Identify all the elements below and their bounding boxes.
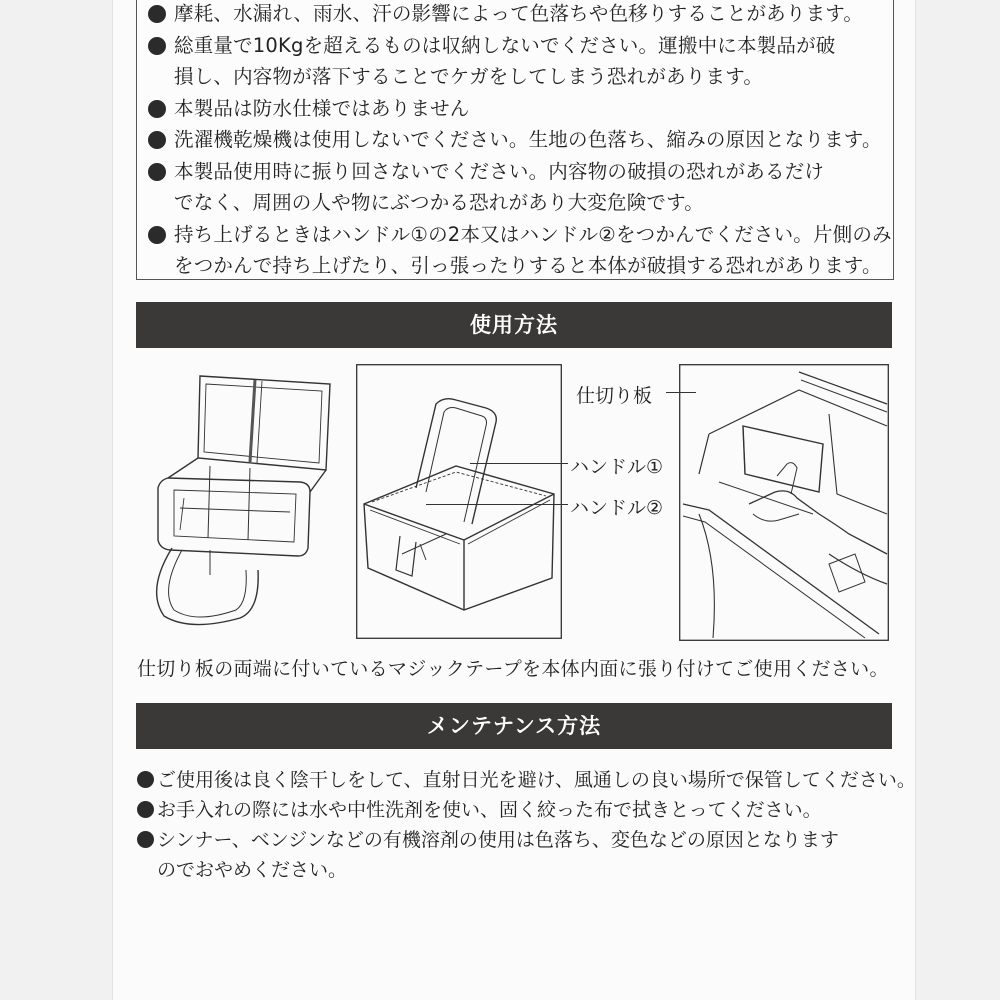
warning-item (146, 93, 894, 125)
warning-item (146, 156, 894, 219)
maintenance-item (137, 825, 897, 885)
bullet-icon (137, 771, 154, 788)
warning-line: 本製品は防水仕様ではありません (174, 96, 470, 120)
warnings-list (146, 0, 894, 282)
warning-item (146, 124, 894, 156)
warning-item (146, 0, 894, 30)
warning-line: 総重量で10Kgを超えるものは収納しないでください。運搬中に本製品が破 (174, 33, 836, 57)
handle1-leader-line (470, 463, 568, 464)
usage-note: 仕切り板の両端に付いているマジックテープを本体内面に張り付けてご使用ください。 (137, 658, 889, 680)
divider-closeup-illustration (679, 364, 889, 641)
maintenance-list (137, 765, 916, 885)
bullet-icon (148, 37, 166, 55)
bullet-icon (137, 801, 154, 818)
divider-leader-line (666, 392, 696, 393)
bullet-icon (148, 131, 166, 149)
maintenance-item (137, 795, 897, 825)
warning-line: 摩耗、水漏れ、雨水、汗の影響によって色落ちや色移りすることがあります。 (174, 2, 864, 25)
maintenance-line: お手入れの際には水や中性洗剤を使い、固く絞った布で拭きとってください。 (157, 799, 822, 821)
handle1-label: ハンドル① (570, 456, 664, 478)
warning-line: 持ち上げるときはハンドル①の2本又はハンドル②をつかんでください。片側のみ (174, 222, 892, 246)
warning-line: 洗濯機乾燥機は使用しないでください。生地の色落ち、縮みの原因となります。 (174, 128, 882, 151)
divider-label: 仕切り板 (576, 385, 653, 407)
handle2-label: ハンドル② (570, 497, 664, 519)
closed-bag-handles-illustration (356, 364, 562, 639)
warning-line: でなく、周囲の人や物にぶつかる恐れがあり大変危険です。 (174, 191, 704, 214)
warning-item (146, 30, 894, 93)
maintenance-item (137, 765, 916, 795)
warning-item (146, 219, 894, 282)
warning-line: 損し、内容物が落下することでケガをしてしまう恐れがあります。 (174, 65, 764, 88)
maintenance-line: ご使用後は良く陰干しをして、直射日光を避け、風通しの良い場所で保管してください。 (157, 769, 916, 791)
maintenance-line: シンナー、ベンジンなどの有機溶剤の使用は色落ち、変色などの原因となります (157, 829, 839, 851)
handle2-leader-line (426, 504, 568, 505)
usage-section-title: 使用方法 (136, 302, 892, 348)
maintenance-section-title: メンテナンス方法 (136, 703, 892, 749)
warning-line: 本製品使用時に振り回さないでください。内容物の破損の恐れがあるだけ (174, 159, 825, 183)
bullet-icon (148, 226, 166, 244)
bullet-icon (148, 100, 166, 118)
maintenance-line: のでおやめください。 (157, 859, 348, 881)
warning-line: をつかんで持ち上げたり、引っ張ったりすると本体が破損する恐れがあります。 (174, 254, 882, 277)
bullet-icon (148, 163, 166, 181)
bullet-icon (137, 831, 154, 848)
open-bag-illustration (150, 370, 335, 635)
bullet-icon (148, 5, 166, 23)
